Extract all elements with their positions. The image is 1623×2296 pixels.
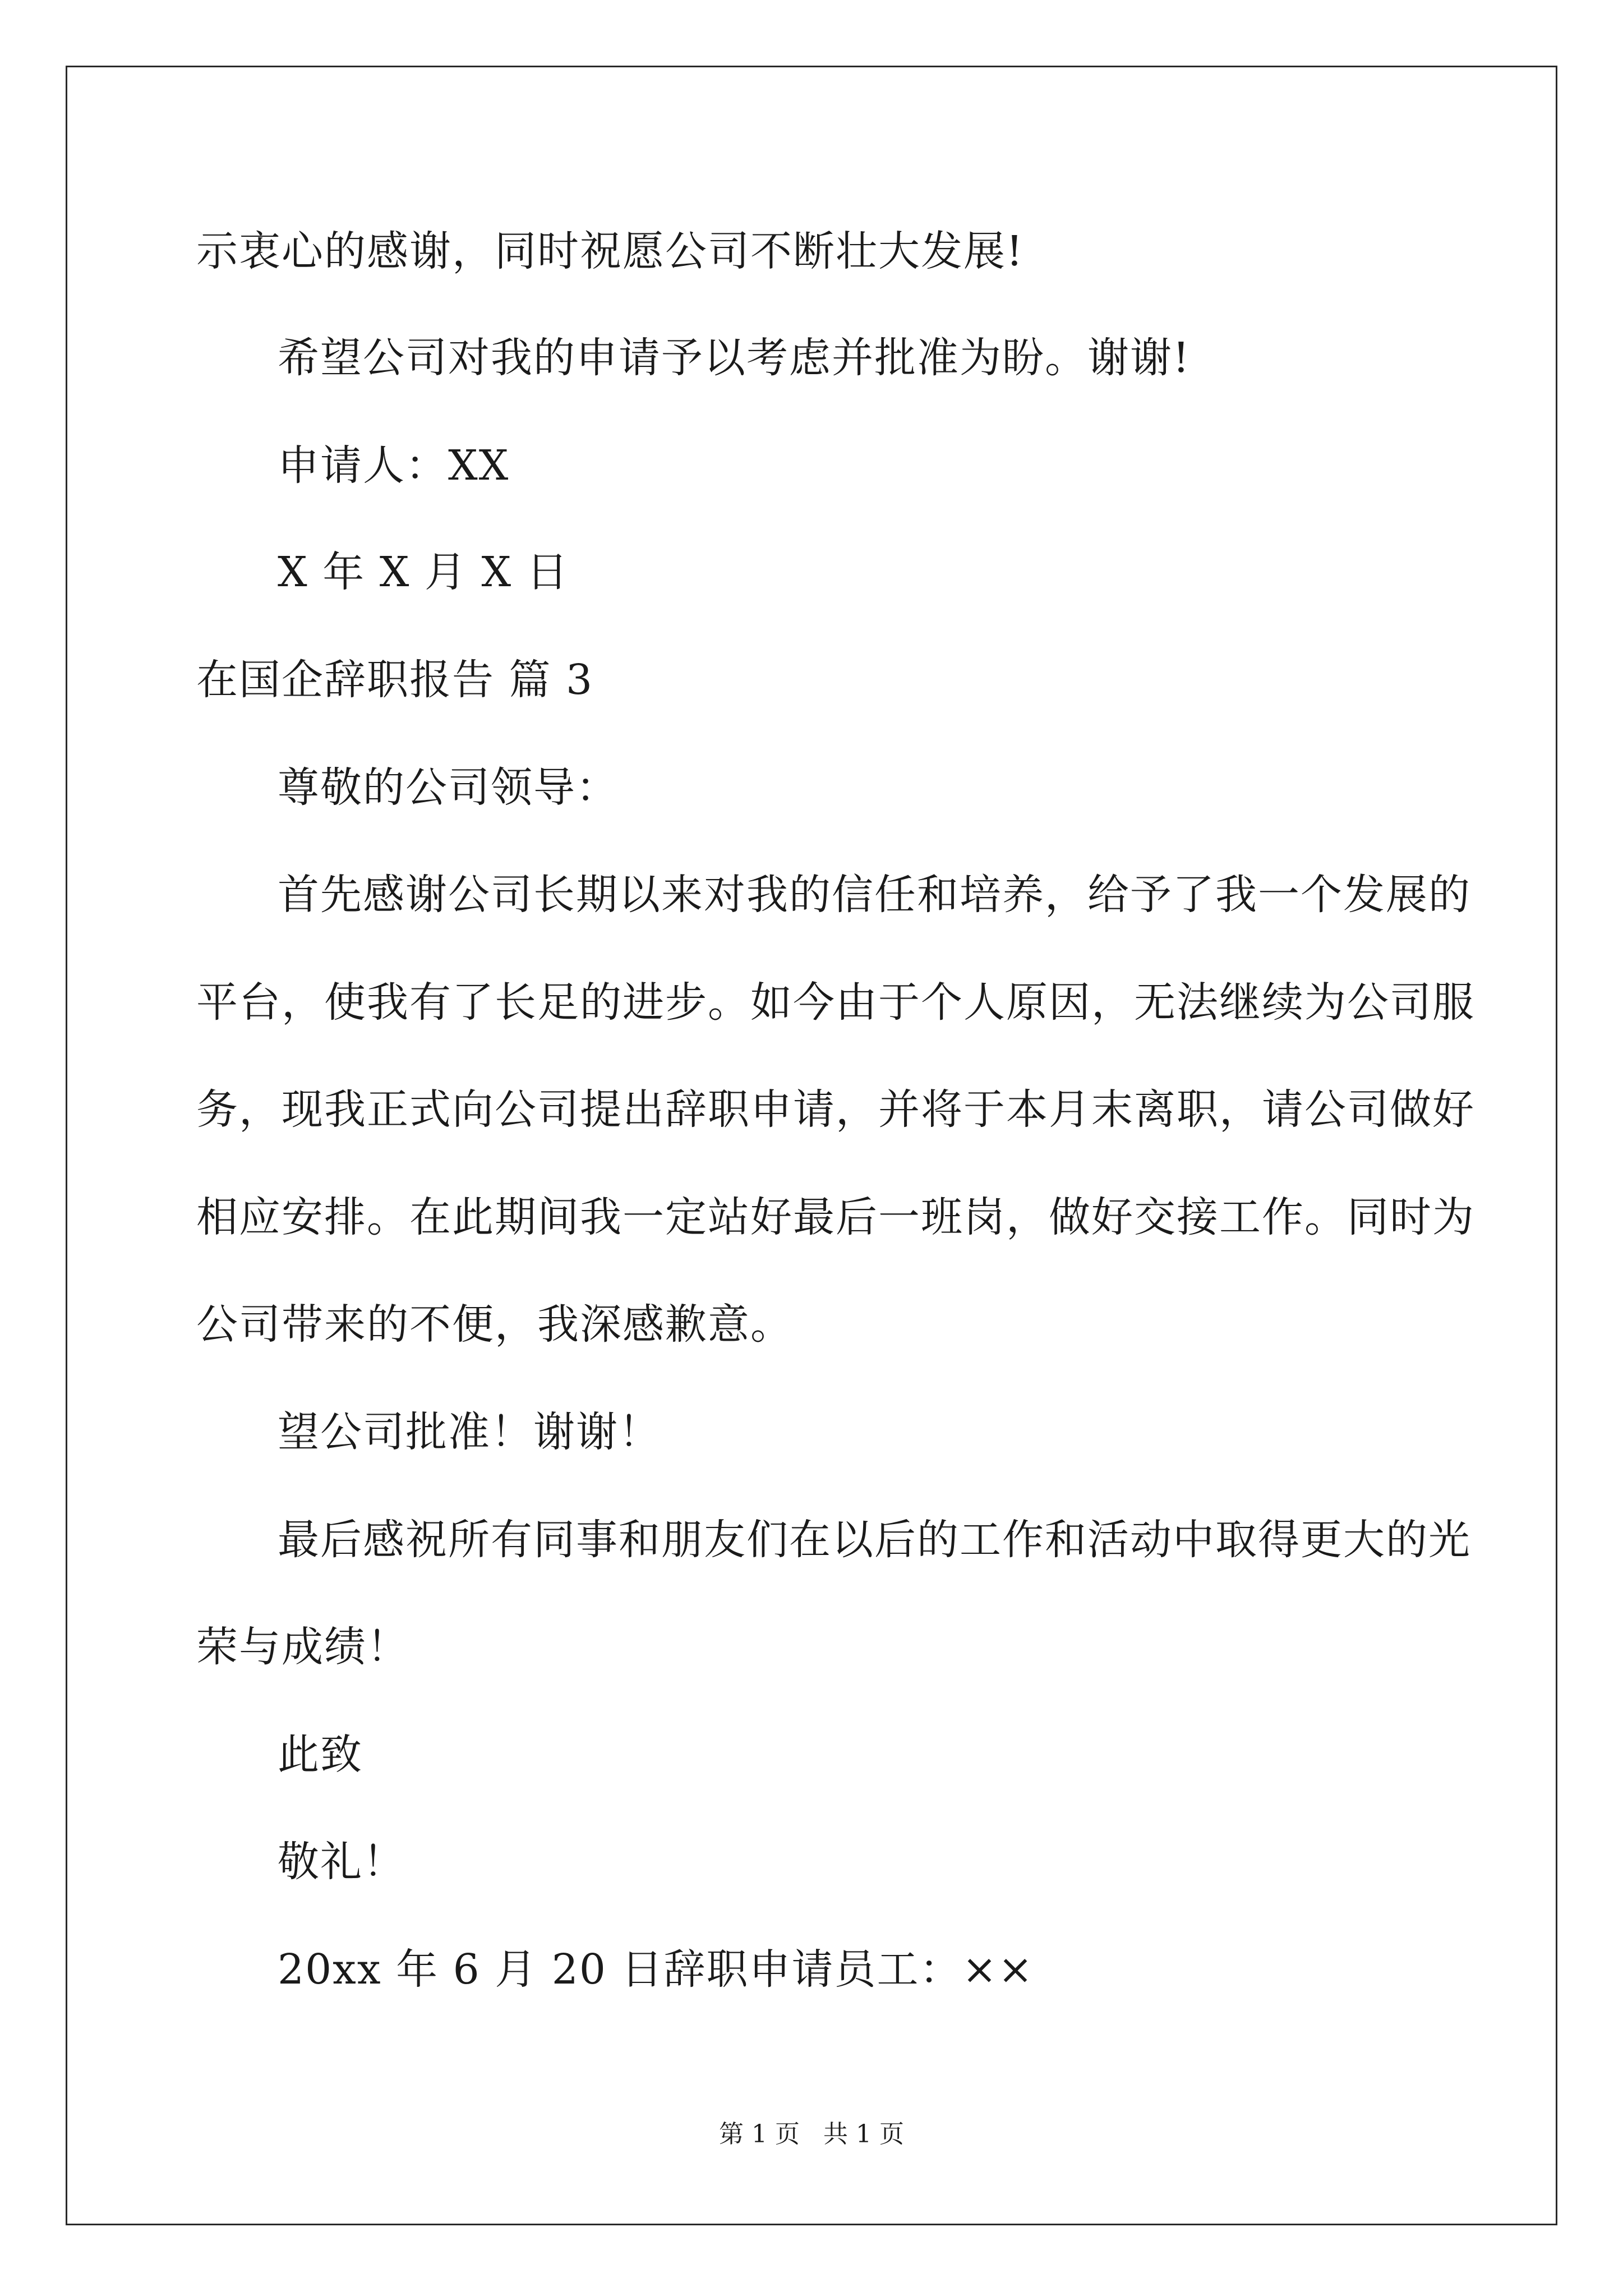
paragraph-line: 平台，使我有了长足的进步。如今由于个人原因，无法继续为公司服 bbox=[196, 978, 1475, 1027]
page-number: 第 1 页 bbox=[719, 2120, 800, 2148]
paragraph-line: 首先感谢公司长期以来对我的信任和培养，给予了我一个发展的 bbox=[278, 871, 1471, 919]
paragraph-line: 示衷心的感谢，同时祝愿公司不断壮大发展! bbox=[196, 227, 1024, 275]
page-border bbox=[66, 66, 1557, 2225]
signature-line: 20xx 年 6 月 20 日辞职申请员工：×× bbox=[278, 1945, 1034, 1994]
paragraph-line: 相应安排。在此期间我一定站好最后一班岗，做好交接工作。同时为 bbox=[196, 1193, 1475, 1241]
closing-line: 敬礼！ bbox=[278, 1838, 405, 1886]
salutation: 尊敬的公司领导： bbox=[278, 763, 619, 812]
date-line: X 年 X 月 X 日 bbox=[278, 548, 569, 596]
paragraph-line: 最后感祝所有同事和朋友们在以后的工作和活动中取得更大的光 bbox=[278, 1516, 1471, 1564]
paragraph-line: 务，现我正式向公司提出辞职申请，并将于本月末离职，请公司做好 bbox=[196, 1085, 1475, 1134]
paragraph-line: 望公司批准！谢谢！ bbox=[278, 1408, 661, 1456]
page-total: 共 1 页 bbox=[823, 2120, 904, 2148]
applicant-line: 申请人：XX bbox=[278, 441, 510, 490]
paragraph-line: 希望公司对我的申请予以考虑并批准为盼。谢谢! bbox=[278, 334, 1191, 382]
paragraph-line: 公司带来的不便，我深感歉意。 bbox=[196, 1300, 793, 1349]
page-footer bbox=[0, 2118, 1623, 2151]
closing-line: 此致 bbox=[278, 1731, 363, 1779]
paragraph-line: 荣与成绩！ bbox=[196, 1623, 409, 1671]
section-heading: 在国企辞职报告 篇 3 bbox=[196, 656, 594, 704]
